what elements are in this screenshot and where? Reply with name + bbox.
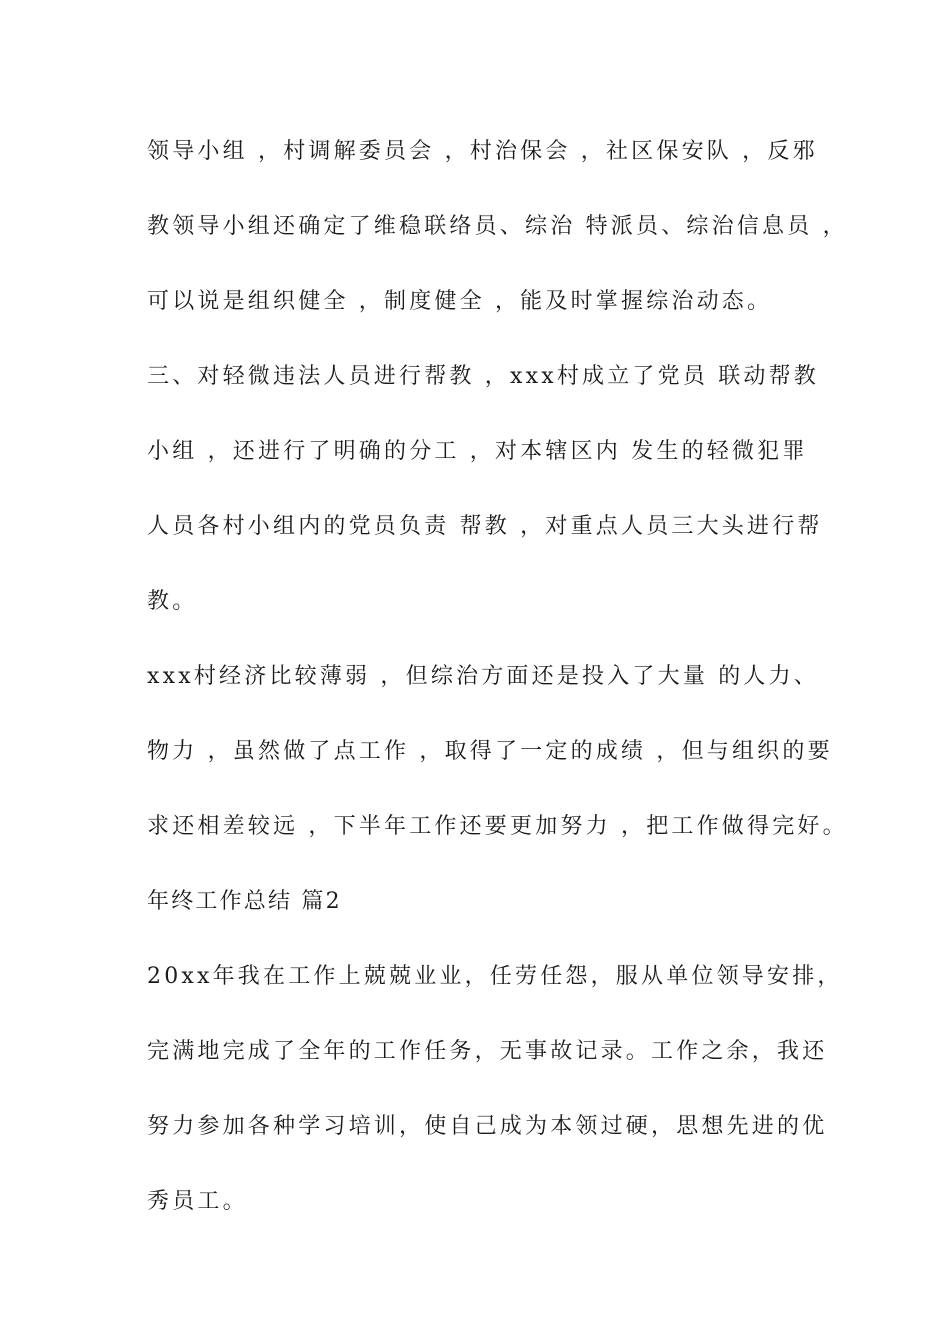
text-line: 可以说是组织健全 ，制度健全 ，能及时掌握综治动态。 xyxy=(147,289,773,314)
text-line: 三、对轻微违法人员进行帮教 ，xxx村成立了党员 联动帮教 xyxy=(147,364,820,389)
text-line: 20xx年我在工作上兢兢业业，任劳任怨，服从单位领导安排， xyxy=(147,964,843,989)
text-line: 小组 ，还进行了明确的分工 ，对本辖区内 发生的轻微犯罪 xyxy=(147,439,808,464)
document-body xyxy=(147,130,848,1255)
text-line: xxx村经济比较薄弱 ，但综治方面还是投入了大量 的人力、 xyxy=(147,664,820,689)
text-line: 教领导小组还确定了维稳联络员、综治 特派员、综治信息员 ， xyxy=(147,214,848,239)
text-line: 努力参加各种学习培训，使自己成为本领过硬，思想先进的优 xyxy=(147,1114,828,1139)
section-heading: 年终工作总结 篇2 xyxy=(147,889,342,914)
text-line: 秀员工。 xyxy=(147,1189,248,1214)
text-line: 物力 ，虽然做了点工作 ，取得了一定的成绩 ，但与组织的要 xyxy=(147,739,833,764)
text-line: 求还相差较远 ，下半年工作还要更加努力 ，把工作做得完好。 xyxy=(147,814,848,839)
text-line: 完满地完成了全年的工作任务，无事故记录。工作之余，我还 xyxy=(147,1039,828,1064)
text-line: 领导小组 ，村调解委员会 ，村治保会 ，社区保安队 ，反邪 xyxy=(147,139,818,164)
text-line: 教。 xyxy=(147,589,198,614)
text-line: 人员各村小组内的党员负责 帮教 ，对重点人员三大头进行帮 xyxy=(147,514,823,539)
